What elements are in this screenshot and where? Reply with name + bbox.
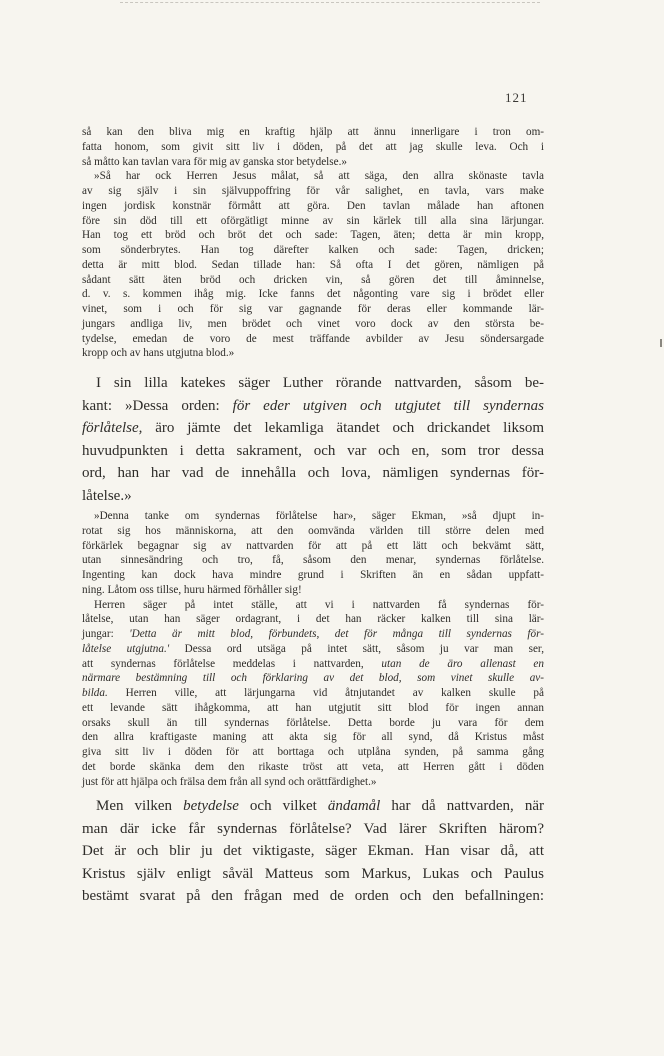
text-line: rotat sig hos människorna, att den oomvända världen till större delen med [82, 524, 544, 537]
text-line: giva sitt liv i döden för att borttaga och utplåna synden, på samma gång [82, 746, 544, 758]
text-line: just för att hjälpa och frälsa dem från all synd och orättfärdighet.» [82, 775, 377, 788]
text-run: äro jämte det lekamliga ätandet och drickandet liksom [142, 420, 544, 436]
text-line [82, 395, 544, 418]
text-run: jungar: [82, 628, 130, 640]
text-line: den allra kraftigaste maning att akta sig för all synd, då Kristus måst [82, 731, 544, 744]
emphasis-run: för eder utgiven och utgjutet till syndernas [232, 397, 545, 414]
text-run: Men vilken [96, 798, 184, 814]
page-edge-mark [660, 339, 662, 347]
page-top-rule [120, 2, 540, 3]
text-line [82, 657, 544, 672]
text-line: d. v. s. kommen ihåg mig. Icke fanns det någonting vare sig i brödet eller [82, 288, 544, 301]
text-line: detta är mitt blod. Sedan tillade han: Så ofta I det gören, nämligen på [82, 258, 544, 271]
text-line: ord, han har vad de innehålla och lova, nämligen syndernas för- [82, 465, 544, 481]
text-line: förkärlek begagnar sig av nattvarden för att på ett lätt och bekvämt sätt, [82, 539, 544, 552]
text-line: så måtto kan tavlan vara för mig av ganska stor betydelse.» [82, 155, 347, 168]
emphasis-run: 'Detta är mitt blod, förbundets, det för många till syndernas för- [129, 628, 544, 640]
text-line [82, 417, 544, 440]
text-line: tydelse, emedan de voro de mest träffande avbilder av Jesu söndersargade [82, 332, 544, 345]
text-line: ett levande sätt ihågkomma, att han utgjutit sitt blod för ingen annan [82, 701, 544, 714]
text-line: Kristus själv enligt såväl Matteus som Markus, Lukas och Paulus [82, 865, 544, 882]
text-line [82, 642, 544, 657]
text-line: kropp och av hans utgjutna blod.» [82, 347, 235, 360]
text-line: fatta honom, som givit sitt liv i döden, på det att jag skulle leva. Och i [82, 140, 544, 153]
text-line: utan sinnesändring och tro, få, såsom den menar, syndernas förlåtelse. [82, 554, 544, 567]
text-line: låtelse, utan han säger ordagrant, i det han räcker kalken till sina lär- [82, 613, 544, 626]
text-line: Han tog ett bröd och bröt det och sade: Tagen, äten; detta är min kropp, [82, 229, 544, 242]
text-line: sådant sätt äten bröd och dricken vin, så gören det till åminnelse, [82, 273, 544, 286]
emphasis-run: bilda. [82, 687, 108, 699]
final-paragraph [82, 795, 544, 904]
text-line: vinet, som i och för sig var gagnande för deras eller kommande lär- [82, 303, 544, 315]
text-line [82, 671, 544, 686]
text-line: orsaks skull än till syndernas förlåtelse. Detta borde ju vara för dem [82, 716, 544, 729]
text-line [82, 795, 544, 818]
text-run: Herren ville, att lärjungarna vid åtnjutandet av kalken skulle på [107, 687, 544, 699]
text-line: av sig själv i sin självuppoffring för vår salighet, en tavla, vars make [82, 185, 544, 197]
text-line: låtelse.» [82, 487, 132, 504]
text-line [82, 686, 544, 701]
emphasis-run: utan de äro allenast en [381, 657, 544, 670]
text-line [82, 627, 544, 642]
text-line: jungars andliga liv, men brödet och vinet voro dock av den största be- [82, 317, 544, 330]
text-line: före sin död till ett oförgätligt minne av sin kärlek till alla sina lärjungar. [82, 214, 544, 227]
text-line: bestämt svarat på den frågan med de orden och den befallningen: [82, 888, 544, 904]
emphasis-run: ändamål [327, 798, 381, 814]
text-line: »Denna tanke om syndernas förlåtelse har», säger Ekman, »så djupt in- [94, 510, 544, 522]
text-run: kant: »Dessa orden: [82, 397, 233, 414]
text-line: som sönderbrytes. Han tog därefter kalken och sade: Tagen, dricken; [82, 244, 544, 256]
text-run: och vilket [238, 798, 328, 814]
text-run: att syndernas förlåtelse meddelas i nattvarden, [82, 657, 382, 670]
emphasis-run: låtelse utgjutna.' [82, 642, 170, 655]
page-number: 121 [505, 90, 528, 105]
emphasis-run: betydelse [183, 798, 239, 814]
text-line: Det är och blir ju det viktigaste, säger Ekman. Han visar då, att [82, 843, 544, 859]
emphasis-run: förlåtelse, [82, 420, 143, 436]
text-line: ning. Låtom oss tillse, huru härmed förhåller sig! [82, 583, 302, 596]
text-line: ingen jordisk konstnär förmått att göra. Den tavlan målade han aftonen [82, 199, 544, 212]
quote-passage-2 [82, 509, 544, 788]
text-line: det borde skänka dem den rikaste tröst att veta, att Herren gått i döden [82, 760, 544, 773]
text-line: Ingenting kan dock hava mindre grund i Skriften än en sådan uppfatt- [82, 569, 544, 581]
text-run: Dessa ord utsäga på intet sätt, såsom ju var man ser, [169, 642, 544, 655]
luther-paragraph [82, 372, 545, 504]
text-run: har då nattvarden, när [380, 798, 544, 814]
text-line: Herren säger på intet ställe, att vi i nattvarden få syndernas för- [94, 598, 544, 611]
text-line: huvudpunkten i detta sakrament, och var och en, som tror dessa [82, 442, 544, 459]
text-line: »Så har ock Herren Jesus målat, så att säga, den allra skönaste tavla [94, 170, 544, 183]
text-line: så kan den bliva mig en kraftig hjälp att ännu innerligare i tron om- [82, 126, 544, 138]
quote-passage-1 [82, 125, 544, 361]
emphasis-run: närmare bestämning till och förklaring av det blod, som vinet skulle av- [82, 672, 544, 685]
text-line: I sin lilla katekes säger Luther rörande nattvarden, såsom be- [96, 375, 544, 391]
text-line: man där icke får syndernas förlåtelse? Vad lärer Skriften härom? [82, 820, 544, 837]
